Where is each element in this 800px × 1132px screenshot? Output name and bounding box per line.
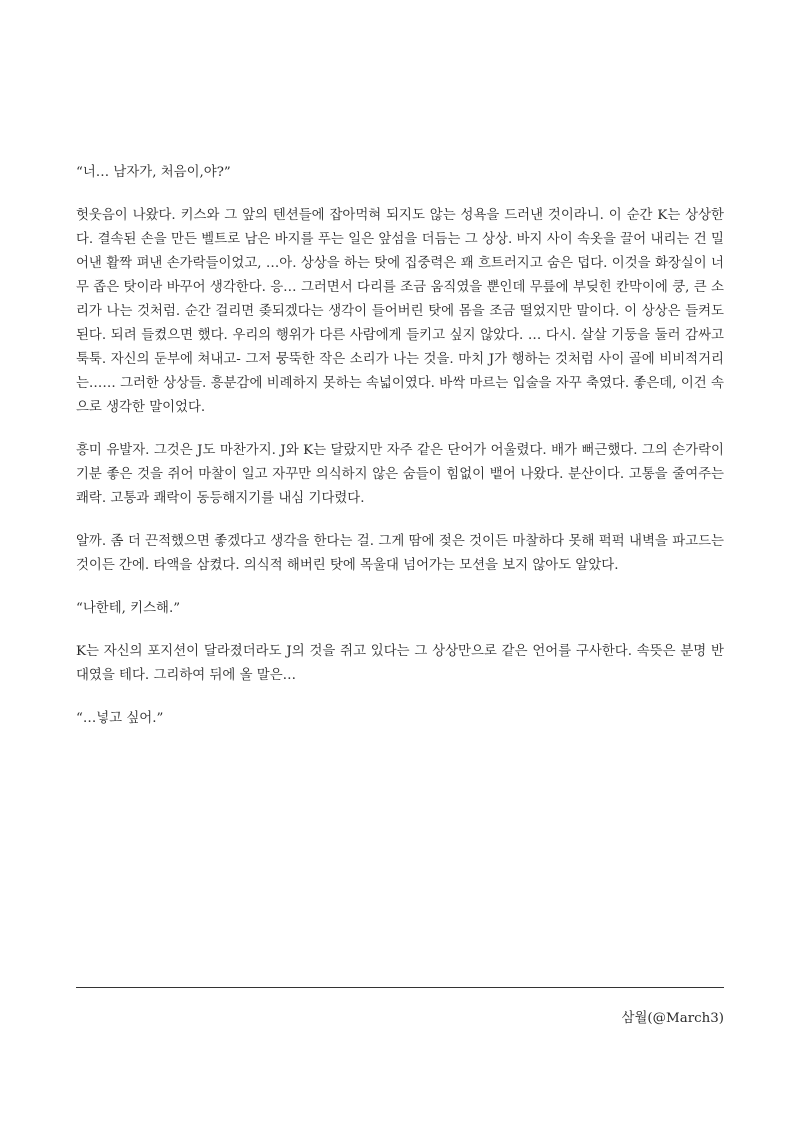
author-credit: 삼월(@March3) (621, 1011, 724, 1026)
page-body (76, 161, 724, 750)
narrative-paragraph: 흥미 유발자. 그것은 J도 마찬가지. J와 K는 달랐지만 자주 같은 단어가 어울렸다. 배가 뻐근했다. 그의 손가락이 기분 좋은 것을 쥐어 마찰이 일고 자꾸만 의식하지 않은 숨들이 힘없이 뱉어 나왔다. 분산이다. 고통을 줄여주는 쾌락. 고통과 쾌락이 동등해지기를 내심 기다렸다. (76, 443, 724, 506)
dialogue-line: “나한테, 키스해.” (76, 601, 181, 616)
narrative-paragraph: 헛웃음이 나왔다. 키스와 그 앞의 텐션들에 잡아먹혀 되지도 않는 성욕을 드러낸 것이라니. 이 순간 K는 상상한다. 결속된 손을 만든 벨트로 남은 바지를 푸는 일은 앞섬을 더듬는 그 상상. 바지 사이 속옷을 끌어 내리는 건 밀어낸 활짝 펴낸 손가락들이었고, …아. 상상을 하는 탓에 집중력은 꽤 흐트러지고 숨은 덥다. 이것을 화장실이 너무 좁은 탓이라 바꾸어 생각한다. 응… 그러면서 다리를 조금 움직였을 뿐인데 무릎에 부딪힌 칸막이에 쿵, 큰 소리가 나는 것처럼. 순간 걸리면 좆되겠다는 생각이 들어버린 탓에 몸을 조금 떨었지만 말이다. 이 상상은 들켜도 된다. 되려 들켰으면 했다. 우리의 행위가 다른 사람에게 들키고 싶지 않았다. … 다시. 살살 기둥을 둘러 감싸고 툭툭. 자신의 둔부에 쳐내고- 그저 뭉뚝한 작은 소리가 나는 것을. 마치 J가 행하는 것처럼 사이 골에 비비적거리는…… 그러한 상상들. 흥분감에 비례하지 못하는 속넓이였다. 바싹 마르는 입술을 자꾸 축였다. 좋은데, 이건 속으로 생각한 말이었다. (76, 208, 724, 415)
narrative-paragraph: 알까. 좀 더 끈적했으면 좋겠다고 생각을 한다는 걸. 그게 땀에 젖은 것이든 마찰하다 못해 퍽퍽 내벽을 파고드는 것이든 간에. 타액을 삼켰다. 의식적 해버린 탓에 목울대 넘어가는 모션을 보지 않아도 알았다. (76, 534, 724, 573)
dialogue-line: “너… 남자가, 처음이,야?” (76, 165, 231, 180)
dialogue-line: “…넣고 싶어.” (76, 711, 164, 726)
footer-divider (76, 987, 724, 988)
narrative-paragraph: K는 자신의 포지션이 달라졌더라도 J의 것을 쥐고 있다는 그 상상만으로 같은 언어를 구사한다. 속뜻은 분명 반대였을 테다. 그리하여 뒤에 올 말은… (76, 644, 724, 683)
